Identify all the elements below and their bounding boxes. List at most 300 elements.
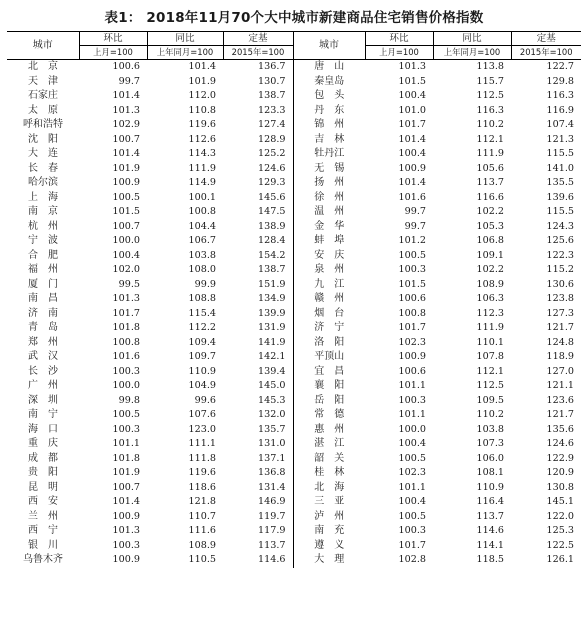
table-row <box>7 553 581 568</box>
table-row <box>7 539 581 554</box>
yoy-value: 112.1 <box>476 133 504 145</box>
table-row <box>7 394 581 409</box>
yoy-value: 107.8 <box>476 351 504 363</box>
mom-value: 100.3 <box>398 525 426 537</box>
yoy-value: 100.8 <box>188 206 216 218</box>
yoy-value: 114.6 <box>476 525 504 537</box>
header-yoy-right: 同比 <box>433 32 511 46</box>
city-name: 太 原 <box>28 104 58 116</box>
yoy-value: 106.0 <box>476 452 504 464</box>
city-name: 贵 阳 <box>28 467 58 479</box>
city-name: 大 理 <box>293 553 365 568</box>
yoy-value: 108.8 <box>188 293 216 305</box>
yoy-value: 109.7 <box>188 351 216 363</box>
city-name: 九 江 <box>293 278 365 293</box>
base-value: 136.7 <box>258 61 286 73</box>
base-value: 129.3 <box>258 177 286 189</box>
city-name: 深 圳 <box>28 394 58 406</box>
base-value: 139.9 <box>258 307 286 319</box>
yoy-value: 102.2 <box>476 206 504 218</box>
base-value: 139.4 <box>258 365 286 377</box>
yoy-value: 113.7 <box>476 510 504 522</box>
table-row <box>7 176 581 191</box>
city-name: 广 州 <box>28 380 58 392</box>
city-name: 锦 州 <box>293 118 365 133</box>
table-row <box>7 147 581 162</box>
mom-value: 100.7 <box>112 481 140 493</box>
base-value: 124.6 <box>258 162 286 174</box>
table-row <box>7 379 581 394</box>
yoy-value: 100.1 <box>188 191 216 203</box>
yoy-value: 99.9 <box>194 278 216 290</box>
mom-value: 101.1 <box>398 481 426 493</box>
city-name: 天 津 <box>28 75 58 87</box>
city-name: 成 都 <box>28 452 58 464</box>
mom-value: 100.8 <box>398 307 426 319</box>
table-row <box>7 133 581 148</box>
city-name: 韶 关 <box>293 452 365 467</box>
city-name: 无 锡 <box>293 162 365 177</box>
yoy-value: 112.6 <box>188 133 216 145</box>
mom-value: 100.9 <box>112 554 140 566</box>
mom-value: 99.5 <box>118 278 140 290</box>
table-row <box>7 162 581 177</box>
base-value: 132.0 <box>258 409 286 421</box>
mom-value: 100.8 <box>112 336 140 348</box>
base-value: 151.9 <box>258 278 286 290</box>
table-row <box>7 75 581 90</box>
mom-value: 101.5 <box>398 75 426 87</box>
mom-value: 101.6 <box>398 191 426 203</box>
mom-value: 100.4 <box>112 249 140 261</box>
city-name: 哈尔滨 <box>28 177 58 189</box>
subheader-base-right: 2015年=100 <box>511 46 581 60</box>
mom-value: 100.3 <box>112 365 140 377</box>
yoy-value: 113.8 <box>476 61 504 73</box>
city-name: 武 汉 <box>28 351 58 363</box>
city-name: 厦 门 <box>28 278 58 290</box>
mom-value: 101.6 <box>112 351 140 363</box>
city-name: 桂 林 <box>293 466 365 481</box>
base-value: 135.7 <box>258 423 286 435</box>
city-name: 济 宁 <box>293 321 365 336</box>
mom-value: 100.3 <box>112 423 140 435</box>
city-name: 北 京 <box>28 61 58 73</box>
yoy-value: 110.1 <box>476 336 504 348</box>
base-value: 119.7 <box>258 510 286 522</box>
yoy-value: 118.6 <box>188 481 216 493</box>
price-index-table <box>7 31 581 568</box>
city-name: 扬 州 <box>293 176 365 191</box>
mom-value: 99.8 <box>118 394 140 406</box>
table-row <box>7 510 581 525</box>
yoy-value: 112.5 <box>476 380 504 392</box>
base-value: 134.9 <box>258 293 286 305</box>
city-name: 重 庆 <box>28 438 58 450</box>
yoy-value: 101.9 <box>188 75 216 87</box>
city-name: 青 岛 <box>28 322 58 334</box>
yoy-value: 108.9 <box>188 539 216 551</box>
yoy-value: 104.4 <box>188 220 216 232</box>
city-name: 蚌 埠 <box>293 234 365 249</box>
yoy-value: 110.7 <box>188 510 216 522</box>
yoy-value: 106.3 <box>476 293 504 305</box>
mom-value: 100.4 <box>398 496 426 508</box>
city-name: 岳 阳 <box>293 394 365 409</box>
city-name: 上 海 <box>28 191 58 203</box>
mom-value: 101.7 <box>398 322 426 334</box>
base-value: 145.6 <box>258 191 286 203</box>
base-value: 122.3 <box>546 249 574 261</box>
mom-value: 102.0 <box>112 264 140 276</box>
base-value: 138.7 <box>258 90 286 102</box>
table-row <box>7 220 581 235</box>
base-value: 122.0 <box>546 510 574 522</box>
base-value: 120.9 <box>546 467 574 479</box>
mom-value: 100.3 <box>398 264 426 276</box>
city-name: 泉 州 <box>293 263 365 278</box>
mom-value: 100.9 <box>112 177 140 189</box>
yoy-value: 112.5 <box>476 90 504 102</box>
yoy-value: 110.9 <box>476 481 504 493</box>
subheader-yoy-right: 上年同月=100 <box>433 46 511 60</box>
base-value: 128.4 <box>258 235 286 247</box>
city-name: 温 州 <box>293 205 365 220</box>
mom-value: 100.0 <box>112 380 140 392</box>
yoy-value: 115.4 <box>188 307 216 319</box>
mom-value: 100.5 <box>398 510 426 522</box>
city-name: 三 亚 <box>293 495 365 510</box>
base-value: 130.7 <box>258 75 286 87</box>
mom-value: 101.0 <box>398 104 426 116</box>
yoy-value: 109.4 <box>188 336 216 348</box>
city-name: 昆 明 <box>28 481 58 493</box>
yoy-value: 106.8 <box>476 235 504 247</box>
table-row <box>7 205 581 220</box>
base-value: 113.7 <box>258 539 286 551</box>
table-body <box>7 60 581 568</box>
base-value: 135.6 <box>546 423 574 435</box>
city-name: 西 安 <box>28 496 58 508</box>
base-value: 127.4 <box>258 119 286 131</box>
base-value: 137.1 <box>258 452 286 464</box>
base-value: 115.5 <box>546 148 574 160</box>
table-row <box>7 481 581 496</box>
base-value: 131.4 <box>258 481 286 493</box>
yoy-value: 111.6 <box>188 525 216 537</box>
table-title: 表1： 2018年11月70个大中城市新建商品住宅销售价格指数 <box>104 10 484 26</box>
table-row <box>7 495 581 510</box>
table-row <box>7 263 581 278</box>
city-name: 兰 州 <box>28 510 58 522</box>
mom-value: 99.7 <box>118 75 140 87</box>
yoy-value: 111.9 <box>188 162 216 174</box>
mom-value: 101.4 <box>398 133 426 145</box>
mom-value: 101.5 <box>112 206 140 218</box>
mom-value: 100.7 <box>112 220 140 232</box>
yoy-value: 110.2 <box>476 409 504 421</box>
city-name: 安 庆 <box>293 249 365 264</box>
city-name: 襄 阳 <box>293 379 365 394</box>
header-base-right: 定基 <box>511 32 581 46</box>
mom-value: 101.4 <box>398 177 426 189</box>
mom-value: 100.5 <box>112 191 140 203</box>
yoy-value: 111.9 <box>476 148 504 160</box>
city-name: 济 南 <box>28 307 58 319</box>
city-name: 呼和浩特 <box>23 119 63 131</box>
base-value: 131.9 <box>258 322 286 334</box>
yoy-value: 115.7 <box>476 75 504 87</box>
city-name: 惠 州 <box>293 423 365 438</box>
base-value: 121.7 <box>546 409 574 421</box>
table-row <box>7 60 581 75</box>
mom-value: 99.7 <box>404 220 426 232</box>
mom-value: 101.5 <box>398 278 426 290</box>
table-row <box>7 452 581 467</box>
base-value: 115.2 <box>546 264 574 276</box>
table-row <box>7 466 581 481</box>
table-row <box>7 249 581 264</box>
base-value: 123.6 <box>546 394 574 406</box>
base-value: 125.3 <box>546 525 574 537</box>
base-value: 107.4 <box>546 119 574 131</box>
mom-value: 101.3 <box>398 61 426 73</box>
yoy-value: 113.7 <box>476 177 504 189</box>
base-value: 146.9 <box>258 496 286 508</box>
city-name: 徐 州 <box>293 191 365 206</box>
mom-value: 100.5 <box>112 409 140 421</box>
city-name: 包 头 <box>293 89 365 104</box>
mom-value: 100.6 <box>112 61 140 73</box>
yoy-value: 112.1 <box>476 365 504 377</box>
city-name: 长 春 <box>28 162 58 174</box>
city-name: 牡丹江 <box>293 147 365 162</box>
mom-value: 99.7 <box>404 206 426 218</box>
base-value: 147.5 <box>258 206 286 218</box>
base-value: 125.6 <box>546 235 574 247</box>
city-name: 南 宁 <box>28 409 58 421</box>
yoy-value: 108.9 <box>476 278 504 290</box>
mom-value: 101.3 <box>112 293 140 305</box>
base-value: 145.1 <box>546 496 574 508</box>
yoy-value: 116.4 <box>476 496 504 508</box>
city-name: 平顶山 <box>293 350 365 365</box>
yoy-value: 108.0 <box>188 264 216 276</box>
mom-value: 102.9 <box>112 119 140 131</box>
city-name: 大 连 <box>28 148 58 160</box>
yoy-value: 106.7 <box>188 235 216 247</box>
yoy-value: 110.2 <box>476 119 504 131</box>
city-name: 西 宁 <box>28 525 58 537</box>
city-name: 南 京 <box>28 206 58 218</box>
yoy-value: 103.8 <box>476 423 504 435</box>
mom-value: 101.3 <box>112 104 140 116</box>
city-name: 合 肥 <box>28 249 58 261</box>
city-name: 南 充 <box>293 524 365 539</box>
yoy-value: 105.3 <box>476 220 504 232</box>
yoy-value: 116.6 <box>476 191 504 203</box>
mom-value: 101.1 <box>398 380 426 392</box>
table-row <box>7 118 581 133</box>
yoy-value: 114.9 <box>188 177 216 189</box>
city-name: 宁 波 <box>28 235 58 247</box>
mom-value: 100.9 <box>398 162 426 174</box>
header-city-left: 城市 <box>7 32 79 60</box>
yoy-value: 114.3 <box>188 148 216 160</box>
yoy-value: 99.6 <box>194 394 216 406</box>
base-value: 138.7 <box>258 264 286 276</box>
mom-value: 102.3 <box>398 336 426 348</box>
base-value: 121.1 <box>546 380 574 392</box>
city-name: 海 口 <box>28 423 58 435</box>
mom-value: 101.2 <box>398 235 426 247</box>
city-name: 沈 阳 <box>28 133 58 145</box>
base-value: 127.3 <box>546 307 574 319</box>
yoy-value: 108.1 <box>476 467 504 479</box>
yoy-value: 118.5 <box>476 554 504 566</box>
mom-value: 100.6 <box>398 365 426 377</box>
table-row <box>7 350 581 365</box>
base-value: 122.7 <box>546 61 574 73</box>
base-value: 125.2 <box>258 148 286 160</box>
city-name: 银 川 <box>28 539 58 551</box>
table-row <box>7 278 581 293</box>
mom-value: 101.3 <box>112 525 140 537</box>
yoy-value: 111.9 <box>476 322 504 334</box>
base-value: 124.6 <box>546 438 574 450</box>
yoy-value: 121.8 <box>188 496 216 508</box>
yoy-value: 103.8 <box>188 249 216 261</box>
base-value: 142.1 <box>258 351 286 363</box>
mom-value: 101.9 <box>112 162 140 174</box>
table-row <box>7 524 581 539</box>
mom-value: 101.7 <box>112 307 140 319</box>
table-row <box>7 292 581 307</box>
mom-value: 100.0 <box>398 423 426 435</box>
mom-value: 100.7 <box>112 133 140 145</box>
city-name: 金 华 <box>293 220 365 235</box>
city-name: 赣 州 <box>293 292 365 307</box>
city-name: 洛 阳 <box>293 336 365 351</box>
subheader-yoy-left: 上年同月=100 <box>147 46 223 60</box>
yoy-value: 104.9 <box>188 380 216 392</box>
base-value: 139.6 <box>546 191 574 203</box>
table-row <box>7 307 581 322</box>
mom-value: 100.5 <box>398 249 426 261</box>
mom-value: 101.8 <box>112 322 140 334</box>
city-name: 遵 义 <box>293 539 365 554</box>
base-value: 141.9 <box>258 336 286 348</box>
mom-value: 101.4 <box>112 148 140 160</box>
yoy-value: 110.9 <box>188 365 216 377</box>
mom-value: 100.0 <box>112 235 140 247</box>
table-row <box>7 365 581 380</box>
yoy-value: 112.3 <box>476 307 504 319</box>
base-value: 121.3 <box>546 133 574 145</box>
city-name: 郑 州 <box>28 336 58 348</box>
yoy-value: 102.2 <box>476 264 504 276</box>
yoy-value: 112.0 <box>188 90 216 102</box>
yoy-value: 119.6 <box>188 119 216 131</box>
mom-value: 100.6 <box>398 293 426 305</box>
base-value: 116.3 <box>546 90 574 102</box>
yoy-value: 107.3 <box>476 438 504 450</box>
header-base-left: 定基 <box>223 32 293 46</box>
base-value: 122.9 <box>546 452 574 464</box>
mom-value: 100.4 <box>398 148 426 160</box>
yoy-value: 101.4 <box>188 61 216 73</box>
base-value: 118.9 <box>546 351 574 363</box>
mom-value: 101.4 <box>112 496 140 508</box>
mom-value: 101.1 <box>398 409 426 421</box>
base-value: 154.2 <box>258 249 286 261</box>
yoy-value: 109.1 <box>476 249 504 261</box>
city-name: 湛 江 <box>293 437 365 452</box>
city-name: 福 州 <box>28 264 58 276</box>
mom-value: 100.5 <box>398 452 426 464</box>
city-name: 吉 林 <box>293 133 365 148</box>
mom-value: 100.9 <box>398 351 426 363</box>
yoy-value: 123.0 <box>188 423 216 435</box>
base-value: 145.3 <box>258 394 286 406</box>
base-value: 135.5 <box>546 177 574 189</box>
base-value: 116.9 <box>546 104 574 116</box>
yoy-value: 119.6 <box>188 467 216 479</box>
yoy-value: 111.1 <box>188 438 216 450</box>
table-row <box>7 423 581 438</box>
city-name: 烟 台 <box>293 307 365 322</box>
yoy-value: 110.5 <box>188 554 216 566</box>
city-name: 北 海 <box>293 481 365 496</box>
yoy-value: 109.5 <box>476 394 504 406</box>
base-value: 114.6 <box>258 554 286 566</box>
base-value: 128.9 <box>258 133 286 145</box>
base-value: 115.5 <box>546 206 574 218</box>
table-row <box>7 321 581 336</box>
base-value: 129.8 <box>546 75 574 87</box>
table-row <box>7 408 581 423</box>
base-value: 124.3 <box>546 220 574 232</box>
base-value: 136.8 <box>258 467 286 479</box>
yoy-value: 114.1 <box>476 539 504 551</box>
yoy-value: 105.6 <box>476 162 504 174</box>
city-name: 泸 州 <box>293 510 365 525</box>
header-mom-right: 环比 <box>365 32 433 46</box>
base-value: 130.8 <box>546 481 574 493</box>
city-name: 唐 山 <box>293 60 365 75</box>
mom-value: 100.4 <box>398 90 426 102</box>
city-name: 南 昌 <box>28 293 58 305</box>
base-value: 145.0 <box>258 380 286 392</box>
table-row <box>7 104 581 119</box>
city-name: 秦皇岛 <box>293 75 365 90</box>
base-value: 124.8 <box>546 336 574 348</box>
mom-value: 101.1 <box>112 438 140 450</box>
subheader-mom-right: 上月=100 <box>365 46 433 60</box>
base-value: 138.9 <box>258 220 286 232</box>
mom-value: 101.7 <box>398 119 426 131</box>
yoy-value: 112.2 <box>188 322 216 334</box>
mom-value: 100.3 <box>398 394 426 406</box>
base-value: 126.1 <box>546 554 574 566</box>
mom-value: 102.8 <box>398 554 426 566</box>
base-value: 121.7 <box>546 322 574 334</box>
base-value: 127.0 <box>546 365 574 377</box>
city-name: 宜 昌 <box>293 365 365 380</box>
city-name: 丹 东 <box>293 104 365 119</box>
base-value: 123.8 <box>546 293 574 305</box>
subheader-base-left: 2015年=100 <box>223 46 293 60</box>
